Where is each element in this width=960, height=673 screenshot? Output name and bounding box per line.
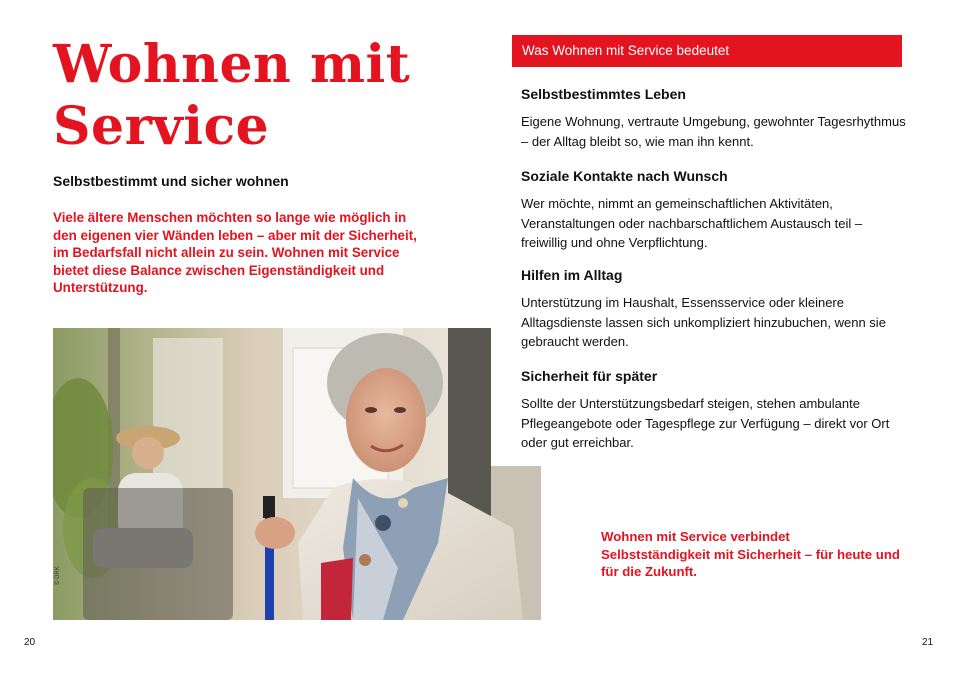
- info-text: Sollte der Unterstützungsbedarf steigen, stehen ambulante Pflegeangebote oder Tagespflege zur Verfügung – direkt vor Ort oder gut erreichbar.: [521, 396, 890, 450]
- page-number-left: 20: [24, 637, 36, 648]
- photo-senior-woman: [53, 328, 541, 620]
- title-line-1: Wohnen mit: [53, 34, 411, 95]
- info-heading: Sicherheit für später: [521, 368, 658, 384]
- info-section-2: [521, 168, 906, 253]
- info-section-4: [521, 368, 906, 453]
- info-text: Unterstützung im Haushalt, Essensservice oder kleinere Alltagsdienste lassen sich unkompliziert hinzubuchen, wenn sie gebraucht werden.: [521, 295, 886, 349]
- closing-statement: Wohnen mit Service verbindet Selbstständigkeit mit Sicherheit – für heute und für die Zukunft.: [601, 529, 900, 579]
- page-number-right: 21: [922, 637, 934, 648]
- info-text: Eigene Wohnung, vertraute Umgebung, gewohnter Tagesrhythmus – der Alltag bleibt so, wie man ihn kennt.: [521, 114, 906, 149]
- subtitle: Selbstbestimmt und sicher wohnen: [53, 173, 289, 189]
- intro-paragraph: Viele ältere Menschen möchten so lange wie möglich in den eigenen vier Wänden leben – aber mit der Sicherheit, im Bedarfsfall nicht allein zu sein. Wohnen mit Service bietet diese Balance zwischen Eigenständigkeit und Unterstützung.: [53, 210, 417, 295]
- page-title: [53, 34, 410, 158]
- title-line-2: Service: [53, 96, 270, 157]
- info-heading: Selbstbestimmtes Leben: [521, 86, 686, 102]
- info-heading: Hilfen im Alltag: [521, 267, 623, 283]
- info-text: Wer möchte, nimmt an gemeinschaftlichen Aktivitäten, Veranstaltungen oder nachbarschaftlichem Austausch teil – freiwillig und ohne Verpflichtung.: [521, 196, 863, 250]
- info-section-1: [521, 86, 906, 151]
- photo-credit: © DRK: [55, 566, 61, 585]
- section-header-bar: Was Wohnen mit Service bedeutet: [512, 35, 902, 67]
- photo-illustration: [53, 328, 541, 620]
- info-section-3: [521, 267, 906, 352]
- info-heading: Soziale Kontakte nach Wunsch: [521, 168, 728, 184]
